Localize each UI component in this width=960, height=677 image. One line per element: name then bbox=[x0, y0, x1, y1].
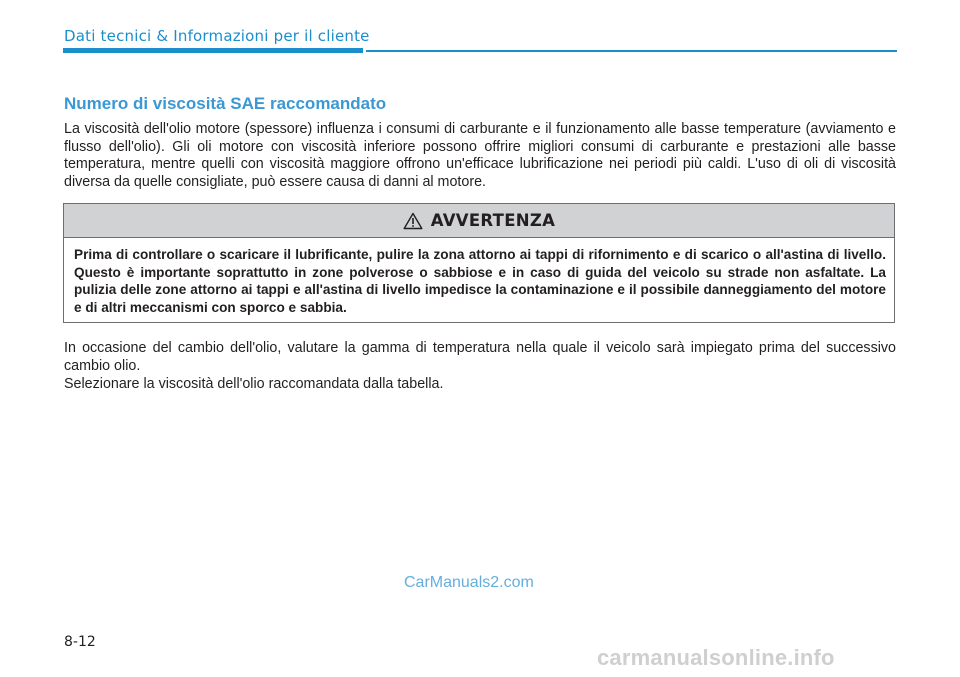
warning-box bbox=[63, 203, 895, 323]
intro-paragraph: La viscosità dell'olio motore (spessore) influenza i consumi di carburante e il funzionamento alle basse temperature (avviamento e flusso dell'olio). Gli oli motore con viscosità inferiore possono offrire migliori consumi di carburante e prestazioni alle basse temperatura, mentre quelli con viscosità maggiore offrono un'efficace lubrificazione nei periodi più caldi. L'uso di oli di viscosità diversa da quelle consigliate, può essere causa di danni al motore. bbox=[64, 121, 896, 190]
select-viscosity-paragraph: Selezionare la viscosità dell'olio raccomandata dalla tabella. bbox=[64, 376, 444, 392]
warning-triangle-icon bbox=[403, 212, 423, 230]
footer-watermark: carmanualsonline.info bbox=[597, 645, 835, 670]
header-rule-thick bbox=[63, 48, 363, 53]
warning-header bbox=[64, 204, 894, 238]
header-rule-thin bbox=[366, 50, 897, 52]
oil-change-paragraph: In occasione del cambio dell'olio, valutare la gamma di temperatura nella quale il veicolo sarà impiegato prima del successivo cambio olio. bbox=[64, 340, 896, 374]
page-number: 8-12 bbox=[64, 634, 96, 650]
warning-text: Prima di controllare o scaricare il lubrificante, pulire la zona attorno ai tappi di rifornimento e di scarico o all'astina di livello. Questo è importante soprattutto in zone polverose o sabbiose e in caso di guida del veicolo su strade non asfaltate. La pulizia delle zone attorno ai tappi e all'astina di livello impedisce la contaminazione e il possibile danneggiamento del motore e di altri meccanismi con sporco e sabbia. bbox=[74, 247, 886, 315]
section-heading: Numero di viscosità SAE raccomandato bbox=[64, 94, 387, 113]
watermark-link[interactable]: CarManuals2.com bbox=[404, 574, 534, 591]
header-title: Dati tecnici & Informazioni per il cliente bbox=[64, 27, 370, 45]
warning-title: AVVERTENZA bbox=[430, 211, 556, 230]
